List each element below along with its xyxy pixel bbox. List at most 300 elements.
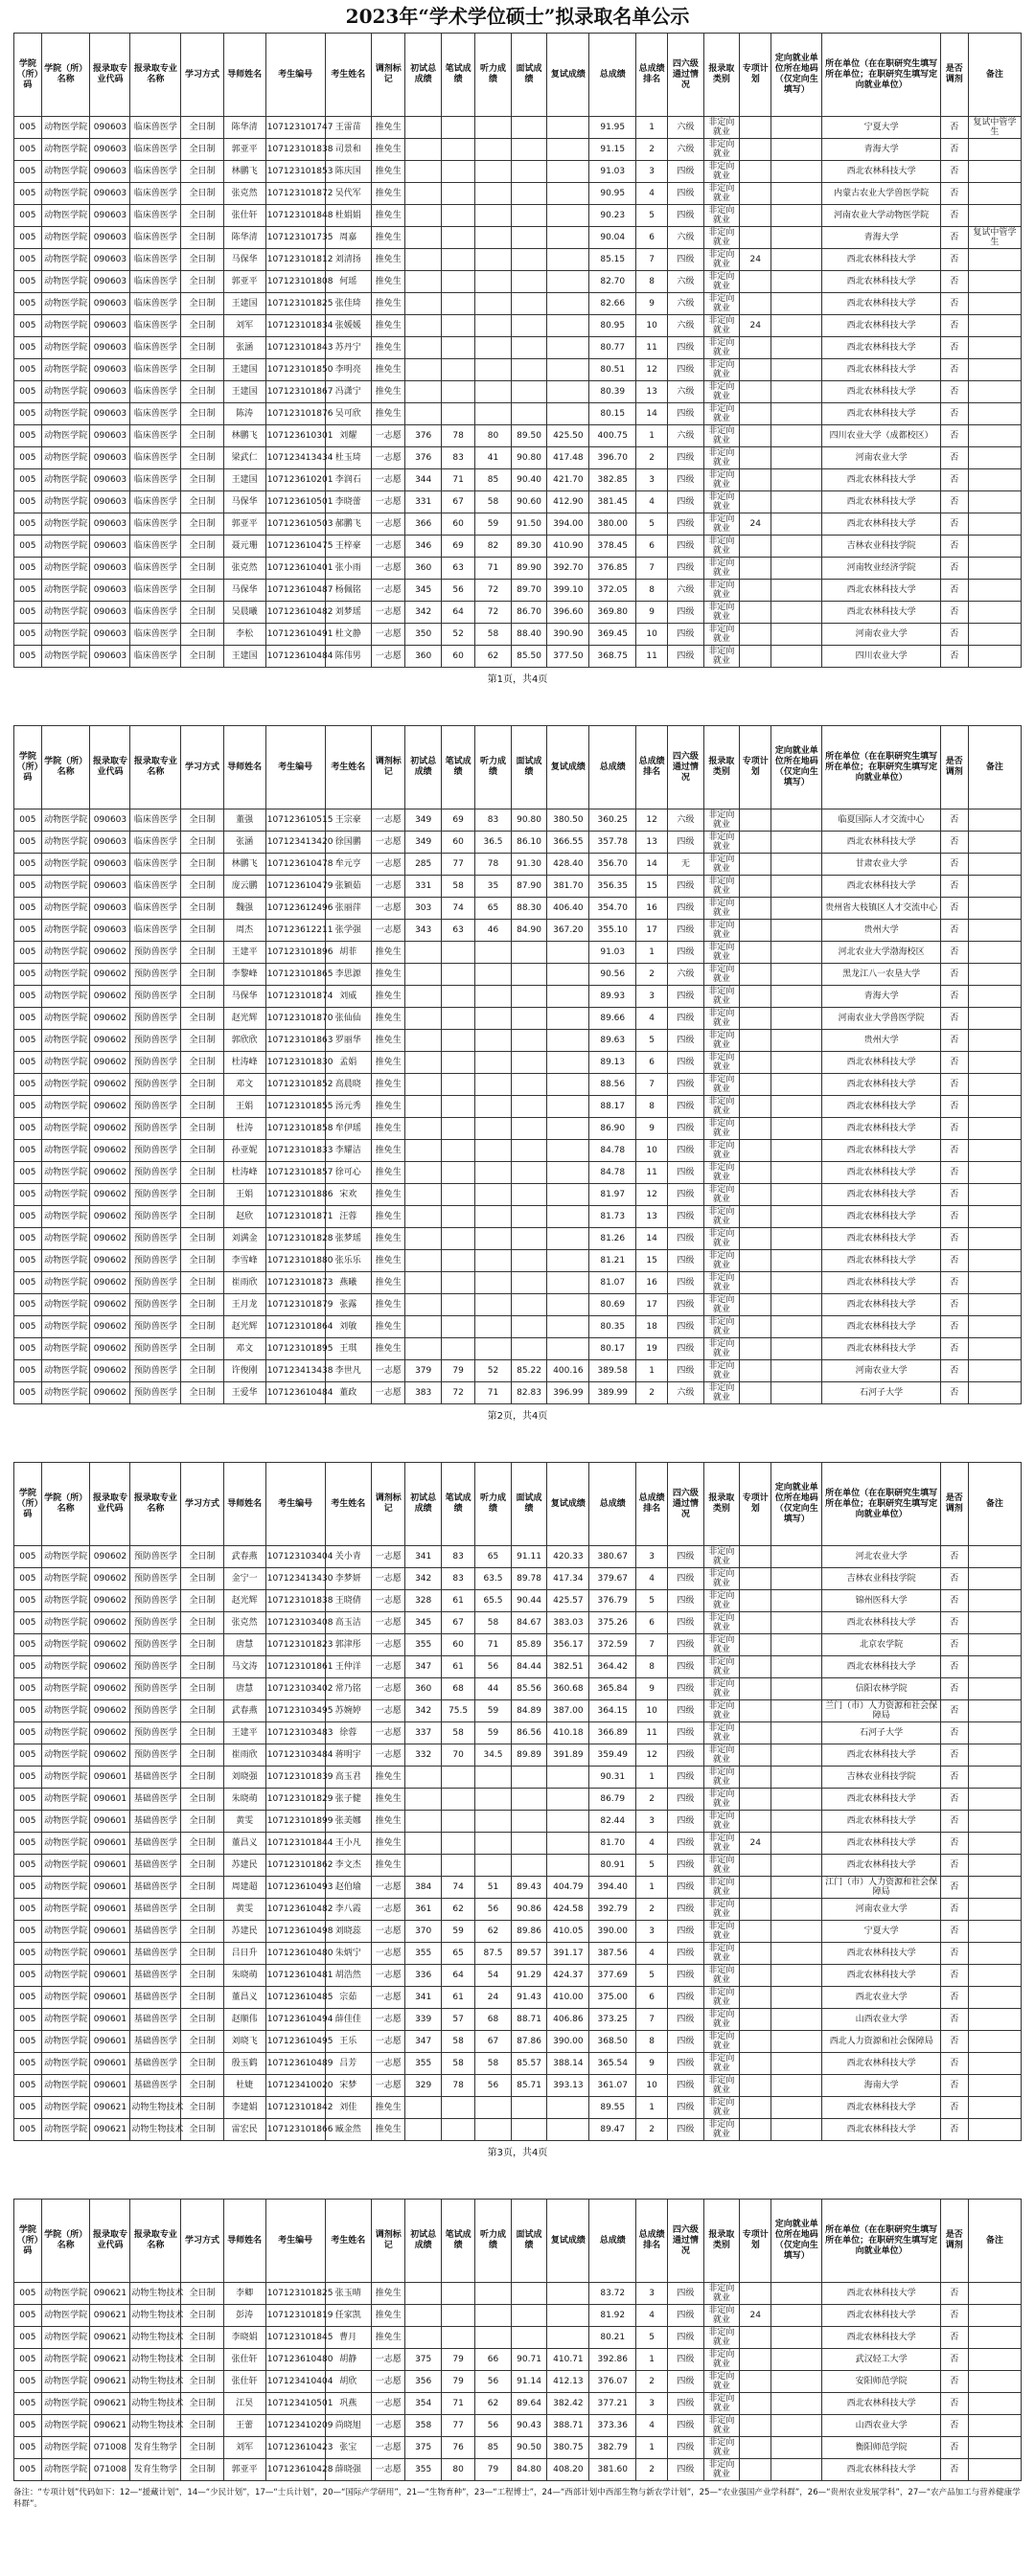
- table-cell: 85.50: [511, 646, 547, 668]
- table-cell: [475, 2305, 512, 2327]
- table-cell: [771, 1833, 822, 1855]
- column-header: 总成绩: [589, 726, 636, 809]
- table-cell: 一志愿: [372, 580, 405, 602]
- table-cell: 005: [14, 1987, 42, 2009]
- table-cell: 张佳琦: [325, 293, 372, 315]
- table-cell: 非定向就业: [703, 876, 740, 898]
- table-cell: 382.42: [547, 2393, 589, 2415]
- table-cell: [740, 1722, 771, 1744]
- table-cell: 54: [475, 1965, 512, 1987]
- table-cell: 四级: [668, 1338, 704, 1360]
- table-cell: [968, 161, 1021, 183]
- table-cell: 四级: [668, 183, 704, 205]
- table-cell: 动物生物技术: [130, 2415, 181, 2437]
- table-cell: 90.44: [511, 1590, 547, 1612]
- table-cell: 推免生: [372, 1250, 405, 1272]
- table-cell: 马保华: [223, 580, 265, 602]
- table-cell: 否: [940, 2009, 968, 2031]
- table-cell: [475, 1096, 512, 1118]
- table-cell: 59: [441, 1921, 474, 1943]
- table-cell: 78: [441, 425, 474, 447]
- table-cell: 373.25: [589, 2009, 636, 2031]
- table-cell: 六级: [668, 271, 704, 293]
- table-cell: 005: [14, 920, 42, 942]
- table-cell: 动物医学院: [41, 536, 90, 558]
- table-cell: 周嘉: [325, 227, 372, 249]
- table-cell: 推免生: [372, 2305, 405, 2327]
- table-cell: 四级: [668, 1921, 704, 1943]
- table-cell: 005: [14, 2349, 42, 2371]
- table-cell: 56: [475, 2415, 512, 2437]
- table-cell: 107123101899: [265, 1811, 325, 1833]
- table-cell: 379: [405, 1360, 442, 1382]
- table-cell: 张仙仙: [325, 1008, 372, 1030]
- table-cell: 9: [636, 293, 668, 315]
- table-row: [14, 1987, 1022, 2009]
- table-cell: 一志愿: [372, 602, 405, 624]
- table-cell: 推免生: [372, 2119, 405, 2141]
- table-cell: [740, 1744, 771, 1767]
- table-cell: 364.15: [589, 1700, 636, 1722]
- table-cell: 预防兽医学: [130, 1678, 181, 1700]
- table-cell: 刘梦瑶: [325, 602, 372, 624]
- table-cell: 六级: [668, 315, 704, 337]
- table-cell: 四级: [668, 2097, 704, 2119]
- table-cell: 24: [740, 1833, 771, 1855]
- table-cell: 西北农林科技大学: [822, 2283, 941, 2305]
- table-cell: [968, 359, 1021, 381]
- table-cell: 56: [475, 2075, 512, 2097]
- table-cell: [771, 161, 822, 183]
- table-cell: [740, 646, 771, 668]
- table-cell: 曹月: [325, 2327, 372, 2349]
- table-cell: 西北农林科技大学: [822, 1250, 941, 1272]
- table-cell: 四级: [668, 1118, 704, 1140]
- table-cell: [511, 1789, 547, 1811]
- table-cell: 全日制: [181, 2349, 223, 2371]
- table-cell: 64: [441, 602, 474, 624]
- table-cell: [771, 227, 822, 249]
- table-cell: [740, 1921, 771, 1943]
- table-cell: 全日制: [181, 1382, 223, 1404]
- table-cell: 杜涛: [223, 1118, 265, 1140]
- table-cell: 非定向就业: [703, 832, 740, 854]
- column-header: 报录取专业代码: [90, 34, 130, 117]
- table-cell: [511, 1162, 547, 1184]
- table-cell: 甘肃农业大学: [822, 854, 941, 876]
- table-cell: [441, 1338, 474, 1360]
- table-cell: 107123610401: [265, 558, 325, 580]
- table-cell: 090601: [90, 2031, 130, 2053]
- table-cell: [441, 337, 474, 359]
- table-cell: [771, 2459, 822, 2481]
- table-cell: 005: [14, 2119, 42, 2141]
- table-cell: 356: [405, 2371, 442, 2393]
- table-cell: 331: [405, 491, 442, 513]
- table-cell: 11: [636, 1722, 668, 1744]
- table-cell: [511, 117, 547, 139]
- table-cell: [968, 2393, 1021, 2415]
- table-cell: 非定向就业: [703, 1855, 740, 1877]
- table-cell: 14: [636, 854, 668, 876]
- table-row: [14, 1965, 1022, 1987]
- table-cell: 非定向就业: [703, 293, 740, 315]
- table-cell: 王建国: [223, 293, 265, 315]
- table-cell: [968, 1744, 1021, 1767]
- table-cell: 西北农林科技大学: [822, 1316, 941, 1338]
- table-cell: 李八霞: [325, 1899, 372, 1921]
- column-header: 报录取专业代码: [90, 2200, 130, 2283]
- table-cell: 7: [636, 558, 668, 580]
- table-cell: 19: [636, 1338, 668, 1360]
- table-cell: 090602: [90, 1250, 130, 1272]
- table-cell: 一志愿: [372, 491, 405, 513]
- table-cell: 376: [405, 425, 442, 447]
- table-cell: 四级: [668, 920, 704, 942]
- column-header: 初试总成绩: [405, 34, 442, 117]
- table-cell: 090603: [90, 536, 130, 558]
- table-cell: 12: [636, 359, 668, 381]
- table-cell: [511, 1767, 547, 1789]
- table-cell: [740, 1382, 771, 1404]
- table-cell: 107123610489: [265, 2053, 325, 2075]
- table-cell: 4: [636, 2305, 668, 2327]
- table-cell: [405, 2305, 442, 2327]
- table-cell: 410.90: [547, 536, 589, 558]
- table-cell: 否: [940, 315, 968, 337]
- table-cell: 苏建民: [223, 1921, 265, 1943]
- table-cell: 董昌义: [223, 1987, 265, 2009]
- table-cell: 张美娜: [325, 1811, 372, 1833]
- table-cell: [441, 1184, 474, 1206]
- table-cell: 四级: [668, 1700, 704, 1722]
- table-cell: 非定向就业: [703, 2327, 740, 2349]
- column-header: 总成绩排名: [636, 34, 668, 117]
- table-cell: 81.97: [589, 1184, 636, 1206]
- table-cell: 海南大学: [822, 2075, 941, 2097]
- table-cell: 全日制: [181, 1118, 223, 1140]
- table-cell: 否: [940, 1074, 968, 1096]
- table-cell: [740, 117, 771, 139]
- table-cell: 全日制: [181, 491, 223, 513]
- table-cell: 全日制: [181, 1987, 223, 2009]
- table-cell: 67: [441, 1612, 474, 1634]
- table-cell: [441, 1833, 474, 1855]
- table-cell: 91.03: [589, 942, 636, 964]
- table-cell: 80: [441, 2459, 474, 2481]
- table-cell: [740, 381, 771, 403]
- table-cell: 390.00: [547, 2031, 589, 2053]
- table-cell: [771, 1096, 822, 1118]
- table-cell: 否: [940, 809, 968, 832]
- table-cell: 35: [475, 876, 512, 898]
- table-cell: 张梦瑶: [325, 1228, 372, 1250]
- table-cell: 24: [740, 2305, 771, 2327]
- table-cell: 动物医学院: [41, 558, 90, 580]
- table-cell: 赵光辉: [223, 1316, 265, 1338]
- table-row: [14, 381, 1022, 403]
- table-cell: 吴晨曦: [223, 602, 265, 624]
- table-cell: [511, 2305, 547, 2327]
- table-row: [14, 1316, 1022, 1338]
- table-cell: [475, 2327, 512, 2349]
- table-cell: 西北农林科技大学: [822, 2327, 941, 2349]
- table-cell: 西北农林科技大学: [822, 2393, 941, 2415]
- table-cell: [740, 832, 771, 854]
- table-cell: 358: [405, 2415, 442, 2437]
- table-cell: 刘晓飞: [223, 2031, 265, 2053]
- table-cell: 非定向就业: [703, 558, 740, 580]
- table-cell: 090603: [90, 898, 130, 920]
- table-cell: 107123410209: [265, 2415, 325, 2437]
- table-cell: 005: [14, 2075, 42, 2097]
- table-cell: 西北农林科技大学: [822, 315, 941, 337]
- table-cell: 090601: [90, 2053, 130, 2075]
- table-cell: 动物医学院: [41, 381, 90, 403]
- table-cell: 005: [14, 183, 42, 205]
- table-cell: 80.17: [589, 1338, 636, 1360]
- table-cell: 四川农业大学: [822, 646, 941, 668]
- table-cell: 非定向就业: [703, 139, 740, 161]
- table-cell: 西北农业大学: [822, 1987, 941, 2009]
- table-cell: 88.30: [511, 898, 547, 920]
- table-cell: [968, 646, 1021, 668]
- table-row: [14, 1140, 1022, 1162]
- table-row: [14, 1338, 1022, 1360]
- table-cell: 预防兽医学: [130, 1316, 181, 1338]
- column-header: 报录取专业名称: [130, 726, 181, 809]
- table-cell: 107123610475: [265, 536, 325, 558]
- column-header: 面试成绩: [511, 34, 547, 117]
- table-cell: 090603: [90, 249, 130, 271]
- table-cell: 63: [441, 558, 474, 580]
- table-cell: 375.00: [589, 1987, 636, 2009]
- table-cell: 全日制: [181, 2459, 223, 2481]
- column-header: 调剂标记: [372, 1463, 405, 1546]
- table-cell: 推免生: [372, 986, 405, 1008]
- table-cell: 非定向就业: [703, 2415, 740, 2437]
- table-cell: 79: [475, 2459, 512, 2481]
- table-cell: 动物医学院: [41, 2437, 90, 2459]
- table-cell: [771, 1811, 822, 1833]
- table-cell: 动物医学院: [41, 964, 90, 986]
- table-cell: [740, 1294, 771, 1316]
- table-cell: [740, 1899, 771, 1921]
- table-cell: 青海大学: [822, 139, 941, 161]
- table-cell: 动物医学院: [41, 249, 90, 271]
- table-cell: [441, 2305, 474, 2327]
- table-cell: [740, 205, 771, 227]
- table-cell: 56: [475, 1656, 512, 1678]
- table-cell: 全日制: [181, 1360, 223, 1382]
- table-cell: 唐慧: [223, 1634, 265, 1656]
- table-cell: [771, 447, 822, 469]
- table-cell: [771, 1008, 822, 1030]
- table-cell: 410.00: [547, 1987, 589, 2009]
- table-cell: 394.40: [589, 1877, 636, 1899]
- table-cell: 107123610481: [265, 1965, 325, 1987]
- table-cell: 全日制: [181, 271, 223, 293]
- table-cell: 2: [636, 1382, 668, 1404]
- table-cell: 推免生: [372, 1118, 405, 1140]
- table-cell: [968, 1184, 1021, 1206]
- table-cell: [441, 2283, 474, 2305]
- table-cell: 一志愿: [372, 2053, 405, 2075]
- table-cell: [740, 1987, 771, 2009]
- table-cell: 417.48: [547, 447, 589, 469]
- table-cell: 无: [668, 854, 704, 876]
- table-cell: 基础兽医学: [130, 1811, 181, 1833]
- table-cell: 15: [636, 1250, 668, 1272]
- table-cell: 005: [14, 1118, 42, 1140]
- table-cell: [771, 876, 822, 898]
- table-cell: 91.50: [511, 513, 547, 536]
- table-cell: [740, 227, 771, 249]
- table-cell: [511, 403, 547, 425]
- table-row: [14, 205, 1022, 227]
- table-cell: 动物医学院: [41, 1338, 90, 1360]
- table-cell: 河北农业大学渤海校区: [822, 942, 941, 964]
- table-cell: 一志愿: [372, 1678, 405, 1700]
- table-cell: 345: [405, 1612, 442, 1634]
- table-cell: 87.90: [511, 876, 547, 898]
- column-header: 导师姓名: [223, 2200, 265, 2283]
- table-cell: [968, 1338, 1021, 1360]
- table-cell: [771, 1789, 822, 1811]
- table-cell: 80: [475, 425, 512, 447]
- table-cell: 林鹏飞: [223, 161, 265, 183]
- table-cell: 四级: [668, 2371, 704, 2393]
- table-cell: 牟元亨: [325, 854, 372, 876]
- table-cell: [968, 1228, 1021, 1250]
- table-row: [14, 986, 1022, 1008]
- table-cell: [511, 227, 547, 249]
- table-cell: 3: [636, 1811, 668, 1833]
- table-cell: 非定向就业: [703, 271, 740, 293]
- table-cell: 否: [940, 1546, 968, 1568]
- table-cell: 7: [636, 2009, 668, 2031]
- table-cell: 动物医学院: [41, 2349, 90, 2371]
- table-cell: 刘佳: [325, 2097, 372, 2119]
- table-cell: 11: [636, 1162, 668, 1184]
- table-cell: 基础兽医学: [130, 1899, 181, 1921]
- table-cell: 否: [940, 1338, 968, 1360]
- table-cell: [405, 1338, 442, 1360]
- table-cell: [968, 381, 1021, 403]
- table-cell: 唐慧: [223, 1678, 265, 1700]
- table-cell: 否: [940, 447, 968, 469]
- table-cell: [771, 491, 822, 513]
- table-cell: 12: [636, 1184, 668, 1206]
- table-cell: 005: [14, 491, 42, 513]
- table-row: [14, 1162, 1022, 1184]
- table-cell: 王宗豪: [325, 809, 372, 832]
- table-cell: 四级: [668, 2119, 704, 2141]
- table-cell: 9: [636, 1678, 668, 1700]
- table-cell: 090601: [90, 1965, 130, 1987]
- table-cell: 否: [940, 2371, 968, 2393]
- table-cell: [771, 1921, 822, 1943]
- table-cell: 381.60: [589, 2459, 636, 2481]
- table-cell: 全日制: [181, 624, 223, 646]
- table-cell: 动物医学院: [41, 1118, 90, 1140]
- table-cell: 005: [14, 205, 42, 227]
- table-cell: 89.70: [511, 580, 547, 602]
- table-cell: 苏建民: [223, 1855, 265, 1877]
- table-cell: [547, 1250, 589, 1272]
- table-cell: 西北农林科技大学: [822, 2305, 941, 2327]
- table-cell: 89.86: [511, 1921, 547, 1943]
- table-cell: 一志愿: [372, 2075, 405, 2097]
- table-cell: 005: [14, 1943, 42, 1965]
- table-cell: 王娟: [223, 1096, 265, 1118]
- table-cell: [771, 513, 822, 536]
- table-cell: [547, 1206, 589, 1228]
- table-cell: 005: [14, 964, 42, 986]
- table-cell: 14: [636, 1228, 668, 1250]
- table-cell: 91.11: [511, 1546, 547, 1568]
- table-cell: [740, 1612, 771, 1634]
- table-cell: 一志愿: [372, 513, 405, 536]
- table-cell: 5: [636, 205, 668, 227]
- table-cell: [441, 249, 474, 271]
- table-cell: [511, 1294, 547, 1316]
- table-cell: 全日制: [181, 854, 223, 876]
- table-cell: [968, 315, 1021, 337]
- table-cell: 非定向就业: [703, 964, 740, 986]
- table-cell: 西北农林科技大学: [822, 1206, 941, 1228]
- table-cell: [771, 469, 822, 491]
- table-cell: 一志愿: [372, 558, 405, 580]
- table-cell: 四级: [668, 1722, 704, 1744]
- table-cell: 临床兽医学: [130, 117, 181, 139]
- table-cell: 107123612211: [265, 920, 325, 942]
- table-cell: 090602: [90, 1206, 130, 1228]
- table-cell: 一志愿: [372, 447, 405, 469]
- table-cell: 91.14: [511, 2371, 547, 2393]
- table-cell: [441, 293, 474, 315]
- table-cell: 一志愿: [372, 2459, 405, 2481]
- table-cell: 四级: [668, 1855, 704, 1877]
- table-cell: 推免生: [372, 1767, 405, 1789]
- table-cell: 107123103484: [265, 1744, 325, 1767]
- table-cell: [771, 1744, 822, 1767]
- table-cell: 107123610482: [265, 1899, 325, 1921]
- table-cell: 预防兽医学: [130, 1590, 181, 1612]
- table-cell: 107123101735: [265, 227, 325, 249]
- table-cell: 107123610201: [265, 469, 325, 491]
- table-row: [14, 1250, 1022, 1272]
- table-cell: [511, 1030, 547, 1052]
- table-row: [14, 293, 1022, 315]
- table-cell: 5: [636, 1855, 668, 1877]
- table-cell: 359.49: [589, 1744, 636, 1767]
- table-cell: 非定向就业: [703, 315, 740, 337]
- table-cell: 090602: [90, 1074, 130, 1096]
- table-cell: [511, 315, 547, 337]
- table-cell: 090603: [90, 832, 130, 854]
- table-cell: 吴代军: [325, 183, 372, 205]
- table-cell: 428.40: [547, 854, 589, 876]
- table-cell: [547, 2283, 589, 2305]
- table-cell: 否: [940, 1943, 968, 1965]
- table-cell: 005: [14, 1877, 42, 1899]
- table-cell: [740, 1767, 771, 1789]
- table-cell: 387.00: [547, 1700, 589, 1722]
- table-cell: 临床兽医学: [130, 139, 181, 161]
- table-cell: [968, 964, 1021, 986]
- table-cell: 383: [405, 1382, 442, 1404]
